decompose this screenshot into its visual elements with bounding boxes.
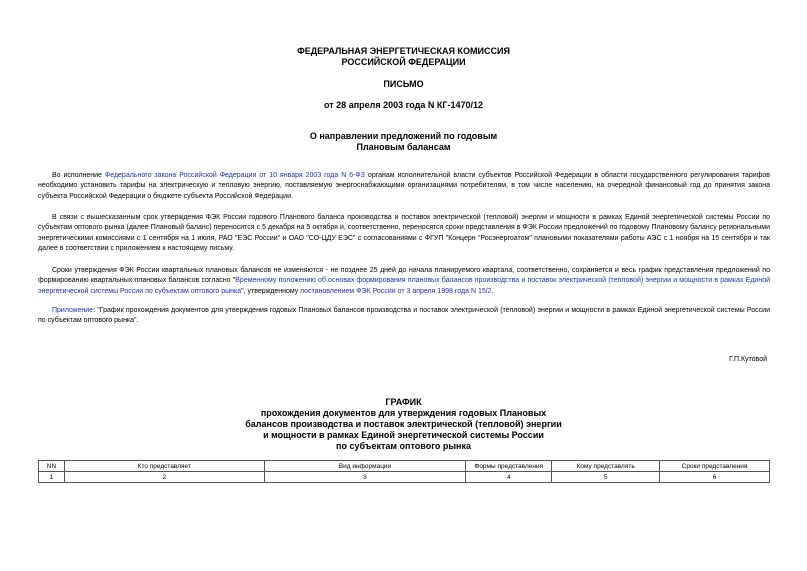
document-type: ПИСЬМО	[383, 79, 424, 89]
paragraph-4	[38, 306, 770, 327]
column-number: 3	[264, 472, 466, 483]
fek-resolution-link[interactable]: постановлением ФЭК России от 3 апреля 1998 года N 15/2	[300, 287, 492, 295]
column-header-nn: NN	[39, 461, 65, 472]
schedule-title: ГРАФИК	[385, 397, 422, 407]
p4-text: : "График прохождения документов для утверждения годовых Плановых балансов производства и поставок электрической (тепловой) энергии и мощности в рамках Единой энергетической системы России по субъектам оптового рынка".	[38, 307, 770, 325]
column-header-info-type: Вид информации	[264, 461, 466, 472]
p2-text: В связи с вышесказанным срок утверждения ФЭК России годового Планового баланса производства и поставок электрической (тепловой) энергии и мощности в рамках Единой энергетической системы России по субъектам оптового рынка (далее Плановый баланс) переносится с 5 декабря на 5 октября и, соответственно, переносятся сроки представления в ФЭК России предложений по годовому Плановому балансу региональными энергетическими комиссиями с 1 сентября на 1 июля, РАО "ЕЭС России" и ОАО "СО-ЦДУ ЕЭС" с согласованиями с ФГУП "Концерн "Росэнергоатом" плановыми показателями работы АЭС с 1 ноября на 15 сентября и так далее в соответствии с приложением к настоящему письму.	[38, 214, 770, 253]
schedule-table	[38, 460, 770, 483]
column-header-recipient: Кому представлять	[552, 461, 660, 472]
p1-text-end: органам исполнительной власти субъектов Российской Федерации в области государственного регулирования тарифов необходимо установить тарифы на электрическую и тепловую энергию, поставляемую энергоснабжающими организациями потребителям, в том числе населению, на очередной финансовый год до принятия закона субъекта Российской Федерации о бюджете субъекта Российской Федерации.	[38, 172, 771, 200]
column-number: 4	[466, 472, 552, 483]
document-date-number: от 28 апреля 2003 года N КГ-1470/12	[324, 100, 483, 110]
paragraph-1	[38, 171, 770, 202]
org-name-line1: ФЕДЕРАЛЬНАЯ ЭНЕРГЕТИЧЕСКАЯ КОМИССИЯ	[297, 46, 510, 56]
temporary-regulation-link[interactable]: Временному положению об основах формирования плановых балансов производства и поставок электрической (тепловой) энергии и мощности в рамках Единой энергетической системы России по субъектам оптового рынка	[38, 277, 771, 295]
org-name-line2: РОССИЙСКОЙ ФЕДЕРАЦИИ	[341, 57, 466, 67]
subject-line1: О направлении предложений по годовым	[309, 131, 498, 141]
schedule-subtitle-line4: по субъектам оптового рынка	[336, 441, 471, 451]
table-header-row	[39, 461, 770, 472]
column-header-deadlines: Сроки представления	[660, 461, 770, 472]
p3-text-start: Сроки утверждения ФЭК России квартальных плановых балансов не изменяются - не позднее 25 дней до начала планируемого квартала, соответственно, сохраняется и весь график представления предложений по формированию квартальных плановых балансов согласно "	[38, 267, 770, 285]
schedule-subtitle-line3: и мощности в рамках Единой энергетической системы России	[263, 430, 544, 440]
column-number: 5	[552, 472, 660, 483]
schedule-subtitle-line2: балансов производства и поставок электрической (тепловой) энергии	[245, 419, 562, 429]
column-number: 1	[39, 472, 65, 483]
paragraph-3	[38, 266, 770, 297]
p3-text-mid: ", утвержденному	[241, 287, 301, 295]
column-number: 2	[64, 472, 264, 483]
p1-text-start: Во исполнение	[52, 172, 105, 179]
column-header-forms: Формы представления	[466, 461, 552, 472]
subject-line2: Плановым балансам	[356, 142, 451, 152]
paragraph-2	[38, 213, 770, 255]
p3-text-end: .	[491, 287, 494, 295]
column-number: 6	[660, 472, 770, 483]
table-number-row	[39, 472, 770, 483]
column-header-who-submits: Кто представляет	[64, 461, 264, 472]
appendix-link[interactable]: Приложение	[52, 307, 94, 314]
signature: Г.П.Кутовой	[729, 356, 767, 363]
federal-law-link[interactable]: Федерального закона Российской Федерации от 10 января 2003 года N 6-ФЗ	[104, 172, 365, 179]
schedule-subtitle-line1: прохождения документов для утверждения годовых Плановых	[260, 408, 547, 418]
